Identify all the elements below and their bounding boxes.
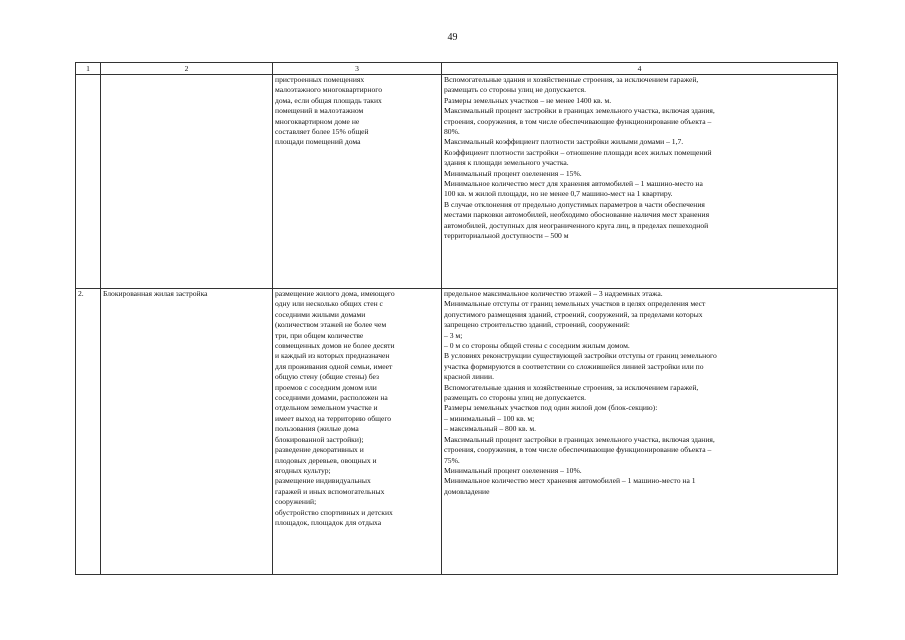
row1-number xyxy=(76,75,101,289)
row2-name: Блокированная жилая застройка xyxy=(101,289,273,575)
text-line: размещать со стороны улиц не допускается. xyxy=(444,393,587,403)
text-line: дома, если общая площадь таких xyxy=(275,95,382,105)
text-line: Вспомогательные здания и хозяйственные строения, за исключением гаражей, xyxy=(444,382,699,392)
row2-permitted-use xyxy=(273,289,442,575)
text-line: – 3 м; xyxy=(444,330,463,340)
text-line: Максимальный процент застройки в границах земельного участка, включая здания, xyxy=(444,434,715,444)
text-line: допустимого размещения зданий, строений, сооружений, за пределами которых xyxy=(444,309,703,319)
text-line: блокированной застройки); xyxy=(275,434,364,444)
row1-name xyxy=(101,75,273,289)
text-line: участка формируются в соответствии со сложившейся линией застройки или по xyxy=(444,361,704,371)
text-line: – минимальный – 100 кв. м; xyxy=(444,413,535,423)
text-line: совмещенных домов не более десяти xyxy=(275,341,395,351)
header-col-3: 3 xyxy=(273,63,442,75)
text-line: – максимальный – 800 кв. м. xyxy=(444,424,537,434)
text-line: 80%. xyxy=(444,127,460,137)
table-row xyxy=(76,289,838,575)
text-line: предельное максимальное количество этажей – 3 надземных этажа. xyxy=(444,289,663,298)
text-line: малоэтажного многоквартирного xyxy=(275,85,383,95)
text-line: местами парковки автомобилей, необходимо обоснование наличия мест хранения xyxy=(444,210,710,220)
text-line: имеет выход на территорию общего xyxy=(275,413,392,423)
text-line: пристроенных помещениях xyxy=(275,75,365,84)
row2-number: 2. xyxy=(76,289,101,575)
text-line: ягодных культур; xyxy=(275,465,331,475)
text-line: гаражей и иных вспомогательных xyxy=(275,486,385,496)
text-line: многоквартирном доме не xyxy=(275,116,360,126)
text-line: отдельном земельном участке и xyxy=(275,403,378,413)
text-line: Вспомогательные здания и хозяйственные строения, за исключением гаражей, xyxy=(444,75,699,84)
text-line: сооружений; xyxy=(275,497,317,507)
text-line: размещать со стороны улиц не допускается. xyxy=(444,85,587,95)
text-line: запрещено строительство зданий, строений, сооружений: xyxy=(444,320,630,330)
text-line: обустройство спортивных и детских xyxy=(275,507,393,517)
text-line: площади помещений дома xyxy=(275,137,361,147)
row2-parameters xyxy=(442,289,838,575)
text-line: – 0 м со стороны общей стены с соседним жилым домом. xyxy=(444,341,630,351)
table-row xyxy=(76,75,838,289)
zoning-table xyxy=(75,62,838,575)
text-line: общую стену (общие стены) без xyxy=(275,372,379,382)
text-line: Минимальный процент озеленения – 10%. xyxy=(444,465,582,475)
header-col-1: 1 xyxy=(76,63,101,75)
text-line: пользования (жилые дома xyxy=(275,424,359,434)
text-line: (количеством этажей не более чем xyxy=(275,320,387,330)
text-line: помещений в малоэтажном xyxy=(275,106,364,116)
text-line: Максимальный коэффициент плотности застройки жилыми домами – 1,7. xyxy=(444,137,684,147)
text-line: В условиях реконструкции существующей застройки отступы от границ земельного xyxy=(444,351,717,361)
text-line: 75%. xyxy=(444,455,460,465)
table-header-row xyxy=(76,63,838,75)
text-line: составляет более 15% общей xyxy=(275,127,369,137)
text-line: проемов с соседним домом или xyxy=(275,382,377,392)
text-line: красной линии. xyxy=(444,372,494,382)
text-line: Минимальные отступы от границ земельных участков в целях определения мест xyxy=(444,299,706,309)
header-col-2: 2 xyxy=(101,63,273,75)
text-line: размещение индивидуальных xyxy=(275,476,371,486)
text-line: 100 кв. м жилой площади, но не менее 0,7 машино-мест на 1 квартиру. xyxy=(444,189,673,199)
text-line: для проживания одной семьи, имеет xyxy=(275,361,393,371)
header-col-4: 4 xyxy=(442,63,838,75)
text-line: соседними жилыми домами xyxy=(275,309,366,319)
text-line: соседними домами, расположен на xyxy=(275,393,388,403)
text-line: и каждый из которых предназначен xyxy=(275,351,390,361)
text-line: площадок, площадок для отдыха xyxy=(275,517,382,527)
page-number: 49 xyxy=(447,32,458,43)
text-line: три, при общем количестве xyxy=(275,330,364,340)
text-line: здания к площади земельного участка. xyxy=(444,158,569,168)
text-line: строения, сооружения, в том числе обеспечивающие функционирование объекта – xyxy=(444,445,712,455)
text-line: Минимальный процент озеленения – 15%. xyxy=(444,168,582,178)
row1-parameters xyxy=(442,75,838,289)
text-line: строения, сооружения, в том числе обеспечивающие функционирование объекта – xyxy=(444,116,712,126)
text-line: разведение декоративных и xyxy=(275,445,364,455)
text-line: автомобилей, доступных для неограниченного круга лиц, в пределах пешеходной xyxy=(444,220,709,230)
row1-permitted-use xyxy=(273,75,442,289)
text-line: Размеры земельных участков под один жилой дом (блок-секцию): xyxy=(444,403,658,413)
text-line: территориальной доступности – 500 м xyxy=(444,231,569,241)
text-line: размещение жилого дома, имеющего xyxy=(275,289,395,298)
text-line: плодовых деревьев, овощных и xyxy=(275,455,377,465)
text-line: Максимальный процент застройки в границах земельного участка, включая здания, xyxy=(444,106,715,116)
text-line: Размеры земельных участков – не менее 1400 кв. м. xyxy=(444,95,612,105)
text-line: В случае отклонения от предельно допустимых параметров в части обеспечения xyxy=(444,199,705,209)
text-line: Минимальное количество мест для хранения автомобилей – 1 машино-место на xyxy=(444,179,703,189)
text-line: одну или несколько общих стен с xyxy=(275,299,383,309)
text-line: домовладение xyxy=(444,486,490,496)
text-line: Минимальное количество мест хранения автомобилей – 1 машино-место на 1 xyxy=(444,476,696,486)
text-line: Коэффициент плотности застройки – отношение площади всех жилых помещений xyxy=(444,147,712,157)
